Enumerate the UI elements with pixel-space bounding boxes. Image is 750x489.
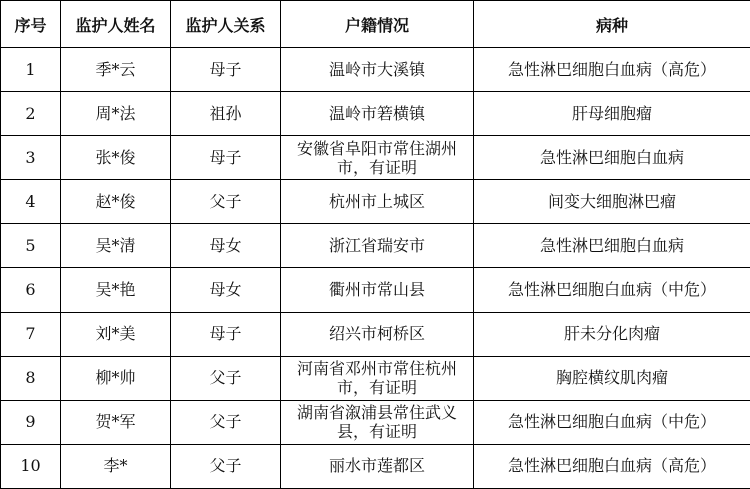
table-row bbox=[1, 48, 750, 92]
cell-guardian-name: 刘*美 bbox=[61, 312, 171, 356]
cell-index: 7 bbox=[1, 312, 61, 356]
table-row bbox=[1, 224, 750, 268]
cell-disease: 急性淋巴细胞白血病 bbox=[474, 136, 750, 180]
cell-household-wrapper bbox=[281, 356, 474, 400]
header-index: 序号 bbox=[1, 1, 61, 48]
cell-disease: 急性淋巴细胞白血病（高危） bbox=[474, 48, 750, 92]
cell-relation: 父子 bbox=[171, 180, 281, 224]
cell-household: 温岭市大溪镇 bbox=[281, 48, 474, 92]
cell-index: 6 bbox=[1, 268, 61, 312]
header-guardian-relation: 监护人关系 bbox=[171, 1, 281, 48]
cell-index: 2 bbox=[1, 92, 61, 136]
cell-relation: 母子 bbox=[171, 48, 281, 92]
cell-guardian-name: 李* bbox=[61, 444, 171, 488]
cell-guardian-name: 柳*帅 bbox=[61, 356, 171, 400]
cell-disease: 胸腔横纹肌肉瘤 bbox=[474, 356, 750, 400]
table-row bbox=[1, 136, 750, 180]
table-row bbox=[1, 268, 750, 312]
table-row bbox=[1, 92, 750, 136]
cell-disease: 间变大细胞淋巴瘤 bbox=[474, 180, 750, 224]
cell-index: 10 bbox=[1, 444, 61, 488]
cell-disease: 急性淋巴细胞白血病 bbox=[474, 224, 750, 268]
cell-household: 丽水市莲都区 bbox=[281, 444, 474, 488]
cell-index: 5 bbox=[1, 224, 61, 268]
header-disease: 病种 bbox=[474, 1, 750, 48]
cell-guardian-name: 吴*清 bbox=[61, 224, 171, 268]
cell-relation: 祖孙 bbox=[171, 92, 281, 136]
cell-index: 9 bbox=[1, 400, 61, 444]
cell-relation: 母女 bbox=[171, 268, 281, 312]
table-row bbox=[1, 400, 750, 444]
cell-guardian-name: 张*俊 bbox=[61, 136, 171, 180]
table-row bbox=[1, 312, 750, 356]
cell-household: 绍兴市柯桥区 bbox=[281, 312, 474, 356]
cell-household: 杭州市上城区 bbox=[281, 180, 474, 224]
cell-index: 4 bbox=[1, 180, 61, 224]
header-household-registration: 户籍情况 bbox=[281, 1, 474, 48]
cell-index: 1 bbox=[1, 48, 61, 92]
cell-guardian-name: 吴*艳 bbox=[61, 268, 171, 312]
header-row bbox=[1, 1, 750, 48]
cell-guardian-name: 贺*军 bbox=[61, 400, 171, 444]
header-guardian-name: 监护人姓名 bbox=[61, 1, 171, 48]
cell-relation: 母子 bbox=[171, 312, 281, 356]
cell-household: 温岭市箬横镇 bbox=[281, 92, 474, 136]
cell-relation: 父子 bbox=[171, 400, 281, 444]
cell-relation: 父子 bbox=[171, 356, 281, 400]
table-row bbox=[1, 444, 750, 488]
cell-disease: 肝母细胞瘤 bbox=[474, 92, 750, 136]
table-row bbox=[1, 180, 750, 224]
cell-disease: 急性淋巴细胞白血病（中危） bbox=[474, 400, 750, 444]
table-row bbox=[1, 356, 750, 400]
cell-household: 安徽省阜阳市常住湖州市，有证明 bbox=[296, 138, 457, 177]
cell-disease: 肝未分化肉瘤 bbox=[474, 312, 750, 356]
cell-guardian-name: 周*法 bbox=[61, 92, 171, 136]
cell-household-wrapper bbox=[281, 400, 474, 444]
cell-disease: 急性淋巴细胞白血病（中危） bbox=[474, 268, 750, 312]
cell-index: 3 bbox=[1, 136, 61, 180]
cell-index: 8 bbox=[1, 356, 61, 400]
cell-household: 浙江省瑞安市 bbox=[281, 224, 474, 268]
cell-relation: 父子 bbox=[171, 444, 281, 488]
cell-household: 湖南省溆浦县常住武义县，有证明 bbox=[296, 403, 457, 442]
cell-relation: 母女 bbox=[171, 224, 281, 268]
cell-relation: 母子 bbox=[171, 136, 281, 180]
cell-household: 河南省邓州市常住杭州市，有证明 bbox=[296, 359, 457, 398]
cell-household-wrapper bbox=[281, 136, 474, 180]
cell-disease: 急性淋巴细胞白血病（高危） bbox=[474, 444, 750, 488]
cell-household: 衢州市常山县 bbox=[281, 268, 474, 312]
cell-guardian-name: 赵*俊 bbox=[61, 180, 171, 224]
cell-guardian-name: 季*云 bbox=[61, 48, 171, 92]
